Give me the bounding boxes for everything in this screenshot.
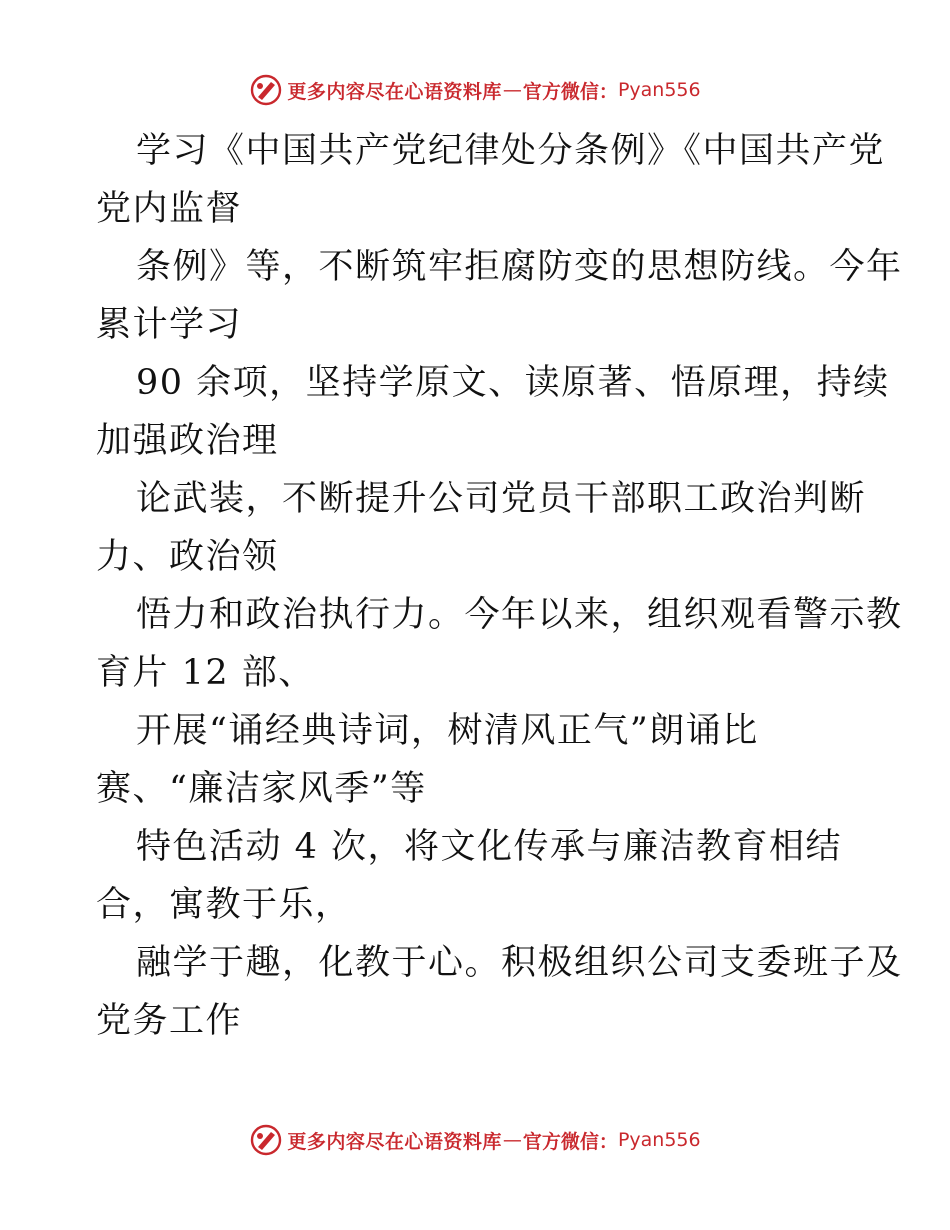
site-name: 更多内容尽在心语资料库 <box>287 80 502 103</box>
text-line: 加强政治理 <box>96 421 279 461</box>
text-line: 悟力和政治执行力。今年以来，组织观看警示教 <box>136 595 903 635</box>
wechat-label: 官方微信： <box>522 1130 618 1153</box>
wechat-label: 官方微信： <box>522 80 618 103</box>
text-line: 90 余项，坚持学原文、读原著、悟原理，持续 <box>136 363 890 403</box>
document-body <box>96 122 903 1050</box>
text-line: 条例》等，不断筑牢拒腐防变的思想防线。今年 <box>136 247 903 287</box>
wechat-id: Pyan556 <box>617 79 701 101</box>
text-line: 党内监督 <box>96 189 243 229</box>
site-name: 更多内容尽在心语资料库 <box>287 1130 502 1153</box>
separator: — <box>502 79 522 101</box>
text-line: 论武装，不断提升公司党员干部职工政治判断 <box>136 479 867 519</box>
text-line: 合，寓教于乐， <box>96 885 352 925</box>
text-line: 赛、“廉洁家风季”等 <box>96 769 427 809</box>
text-line: 融学于趣，化教于心。积极组织公司支委班子及 <box>136 943 903 983</box>
separator: — <box>502 1129 522 1151</box>
text-line: 开展“诵经典诗词，树清风正气”朗诵比 <box>136 711 759 751</box>
footer-banner <box>0 1120 950 1160</box>
pen-hand-logo-icon <box>249 73 283 107</box>
text-line: 学习《中国共产党纪律处分条例》《中国共产党 <box>136 131 886 171</box>
header-banner <box>0 70 950 110</box>
text-line: 党务工作 <box>96 1001 243 1041</box>
text-line: 特色活动 4 次，将文化传承与廉洁教育相结 <box>136 827 843 867</box>
pen-hand-logo-icon <box>249 1123 283 1157</box>
text-line: 育片 12 部、 <box>96 653 315 693</box>
wechat-id: Pyan556 <box>617 1129 701 1151</box>
text-line: 累计学习 <box>96 305 243 345</box>
text-line: 力、政治领 <box>96 537 279 577</box>
